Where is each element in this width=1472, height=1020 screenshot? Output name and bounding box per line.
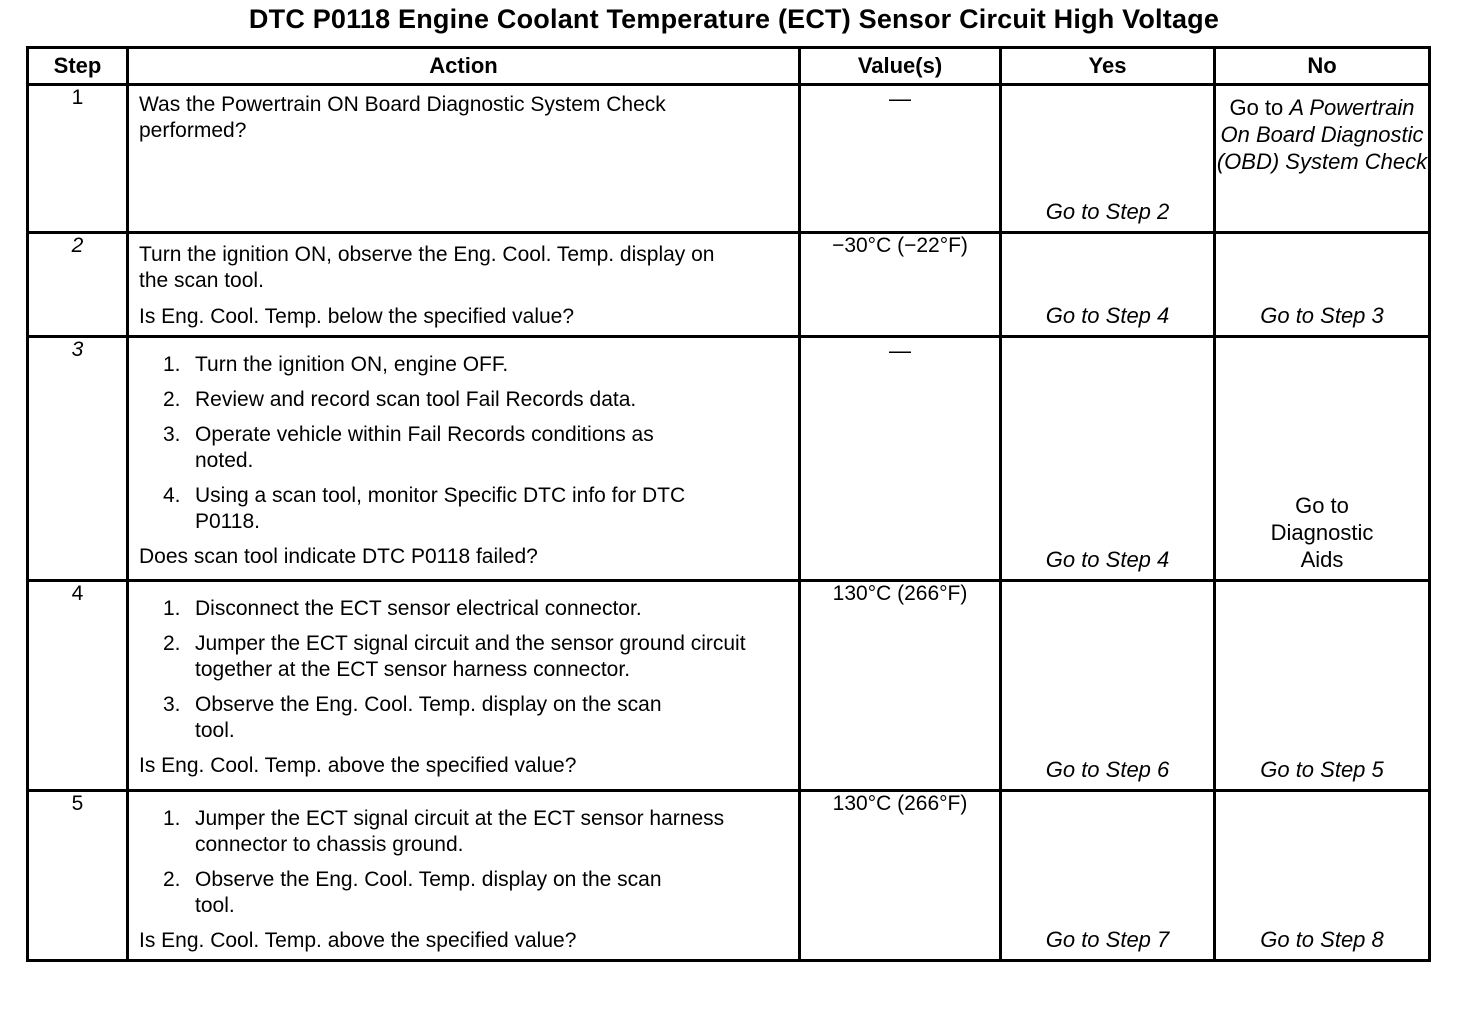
list-item: 1. Disconnect the ECT sensor electrical connector. xyxy=(163,597,642,620)
step-number: 2 xyxy=(28,233,128,337)
action-cell xyxy=(128,85,800,233)
no-cell xyxy=(1215,85,1430,233)
action-question: Does scan tool indicate DTC P0118 failed? xyxy=(139,545,538,568)
value-text: — xyxy=(889,86,911,111)
action-cell xyxy=(128,233,800,337)
value-text: 130°C (266°F) xyxy=(832,792,968,815)
no-link[interactable]: Go to Diagnostic Aids xyxy=(1270,493,1374,572)
no-link[interactable]: Go to Step 3 xyxy=(1260,303,1384,328)
no-link[interactable] xyxy=(1216,94,1428,175)
value-cell xyxy=(800,337,1001,581)
no-prefix: Go to xyxy=(1229,95,1290,120)
action-question: Is Eng. Cool. Temp. above the specified value? xyxy=(139,754,577,777)
header-yes: Yes xyxy=(1001,48,1215,85)
yes-link[interactable]: Go to Step 6 xyxy=(1045,757,1170,782)
list-item: 2. Jumper the ECT signal circuit and the sensor ground circuit together at the ECT sensor harness connector. xyxy=(163,632,746,681)
action-steps xyxy=(139,806,788,919)
header-no: No xyxy=(1215,48,1430,85)
table-row xyxy=(28,337,1430,581)
list-item: 2. Review and record scan tool Fail Records data. xyxy=(163,388,637,411)
action-text: Turn the ignition ON, observe the Eng. Cool. Temp. display on the scan tool. xyxy=(139,243,715,292)
value-cell xyxy=(800,85,1001,233)
step-number: 5 xyxy=(28,791,128,961)
no-cell xyxy=(1215,337,1430,581)
header-values: Value(s) xyxy=(800,48,1001,85)
action-question: Is Eng. Cool. Temp. above the specified value? xyxy=(139,929,577,952)
value-text: 130°C (266°F) xyxy=(832,582,968,605)
no-cell xyxy=(1215,581,1430,791)
yes-link[interactable]: Go to Step 7 xyxy=(1045,927,1170,952)
value-text: −30°C (−22°F) xyxy=(832,234,968,257)
action-cell xyxy=(128,791,800,961)
list-item: 2. Observe the Eng. Cool. Temp. display on the scan tool. xyxy=(163,868,662,917)
header-action: Action xyxy=(128,48,800,85)
yes-link[interactable]: Go to Step 4 xyxy=(1045,547,1170,572)
action-steps xyxy=(139,596,788,744)
list-item: 4. Using a scan tool, monitor Specific DTC info for DTC P0118. xyxy=(163,484,686,533)
value-cell xyxy=(800,233,1001,337)
table-row xyxy=(28,85,1430,233)
table-row xyxy=(28,233,1430,337)
yes-link[interactable]: Go to Step 4 xyxy=(1045,303,1170,328)
value-cell xyxy=(800,581,1001,791)
no-link[interactable]: Go to Step 5 xyxy=(1260,757,1384,782)
diagnostic-table xyxy=(26,46,1431,962)
action-cell xyxy=(128,581,800,791)
table-row xyxy=(28,581,1430,791)
yes-cell xyxy=(1001,337,1215,581)
list-item: 1. Turn the ignition ON, engine OFF. xyxy=(163,353,509,376)
value-cell xyxy=(800,791,1001,961)
action-question: Is Eng. Cool. Temp. below the specified value? xyxy=(139,305,575,328)
yes-cell xyxy=(1001,791,1215,961)
header-row xyxy=(28,48,1430,85)
page-title: DTC P0118 Engine Coolant Temperature (ECT) Sensor Circuit High Voltage xyxy=(248,4,1220,34)
no-link[interactable]: Go to Step 8 xyxy=(1260,927,1384,952)
yes-cell xyxy=(1001,581,1215,791)
yes-link[interactable]: Go to Step 2 xyxy=(1045,199,1170,224)
step-number: 3 xyxy=(28,337,128,581)
list-item: 3. Observe the Eng. Cool. Temp. display on the scan tool. xyxy=(163,693,662,742)
step-number: 1 xyxy=(28,85,128,233)
yes-cell xyxy=(1001,85,1215,233)
header-step: Step xyxy=(28,48,128,85)
no-cell xyxy=(1215,233,1430,337)
action-text: Was the Powertrain ON Board Diagnostic System Check performed? xyxy=(139,93,666,142)
action-steps xyxy=(139,352,788,535)
no-cell xyxy=(1215,791,1430,961)
yes-cell xyxy=(1001,233,1215,337)
list-item: 1. Jumper the ECT signal circuit at the ECT sensor harness connector to chassis ground. xyxy=(163,807,725,856)
action-cell xyxy=(128,337,800,581)
list-item: 3. Operate vehicle within Fail Records conditions as noted. xyxy=(163,423,654,472)
no-link-text: A Powertrain On Board Diagnostic (OBD) System Check xyxy=(1216,95,1428,174)
value-text: — xyxy=(889,338,911,363)
table-row xyxy=(28,791,1430,961)
step-number: 4 xyxy=(28,581,128,791)
